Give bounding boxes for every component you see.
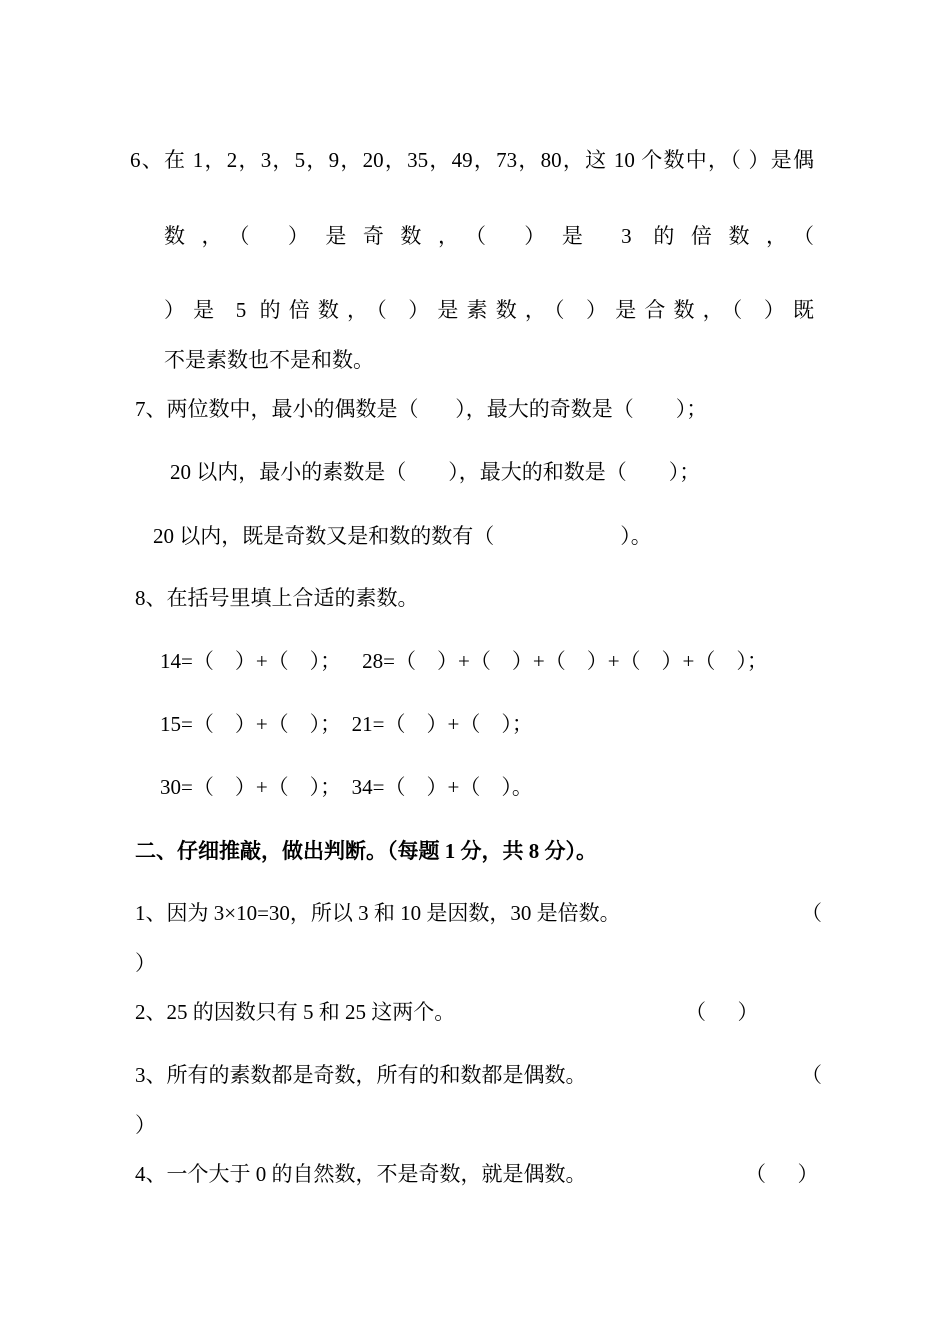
q6-line-1: 6、在 1，2，3，5，9，20，35，49，73，80，这 10 个数中，（ ）是偶 [130, 148, 814, 172]
answer-paren-4: （ ） [745, 1162, 819, 1186]
judgement-item-4: 4、一个大于 0 的自然数，不是奇数，就是偶数。 [135, 1162, 587, 1186]
answer-paren-close-1: ） [135, 951, 156, 975]
q7-line-1: 7、两位数中，最小的偶数是（ ），最大的奇数是（ ）； [135, 397, 708, 421]
judgement-item-2: 2、25 的因数只有 5 和 25 这两个。 [135, 1000, 456, 1024]
q6-line-3: ）是 5 的倍数，（ ）是素数，（ ）是合数，（ ）既 [164, 298, 814, 322]
q8-title: 8、在括号里填上合适的素数。 [135, 586, 419, 610]
q6-line-4: 不是素数也不是和数。 [164, 348, 374, 372]
q6-line-2: 数，（ ）是奇数，（ ）是 3 的倍数，（ [164, 224, 814, 248]
q8-line-1: 14=（ ）+（ ）； 28=（ ）+（ ）+（ ）+（ ）+（ ）； [160, 649, 768, 673]
answer-paren-open-1: （ [801, 901, 822, 925]
q8-line-3: 30=（ ）+（ ）； 34=（ ）+（ ）。 [160, 775, 533, 799]
answer-paren-open-3: （ [801, 1063, 822, 1087]
answer-paren-2: （ ） [685, 1000, 759, 1024]
section-2-heading: 二、仔细推敲，做出判断。（每题 1 分，共 8 分）。 [135, 839, 597, 863]
q7-line-2: 20 以内，最小的素数是（ ），最大的和数是（ ）； [170, 460, 701, 484]
answer-paren-close-3: ） [135, 1113, 156, 1137]
judgement-item-3: 3、所有的素数都是奇数，所有的和数都是偶数。 [135, 1063, 587, 1087]
q8-line-2: 15=（ ）+（ ）； 21=（ ）+（ ）； [160, 712, 533, 736]
judgement-item-1: 1、因为 3×10=30，所以 3 和 10 是因数，30 是倍数。 [135, 901, 621, 925]
q7-line-3: 20 以内，既是奇数又是和数的数有（ ）。 [153, 524, 652, 548]
